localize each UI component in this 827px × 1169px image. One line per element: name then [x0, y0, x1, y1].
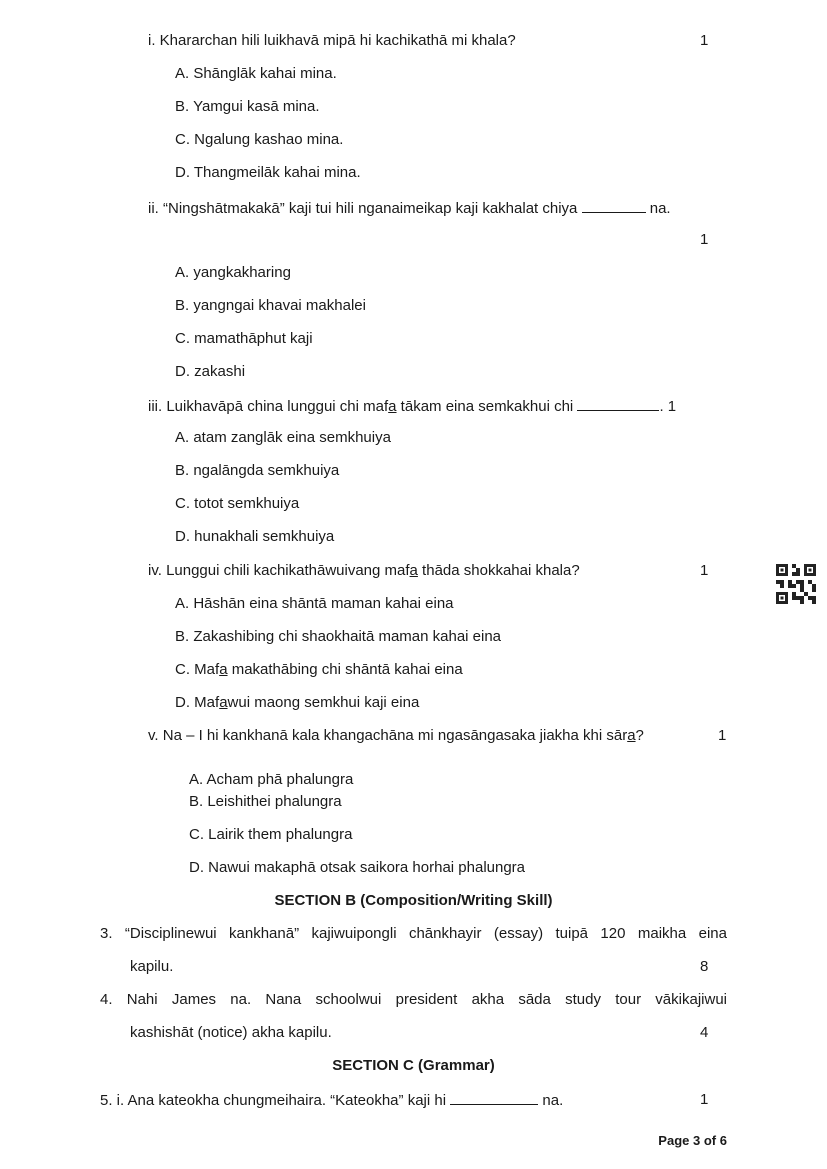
option-d: D. Nawui makaphā otsak saikora horhai phalungra [189, 859, 526, 876]
option-d [175, 693, 419, 713]
option-c: C. Lairik them phalungra [189, 826, 353, 843]
option-text: B. Zakashibing chi shaokhaitā maman kahai eina [175, 628, 502, 645]
underlined-letter: a [409, 562, 418, 579]
section-heading: SECTION B (Composition/Writing Skill) [274, 892, 553, 909]
option-text: D. Maf [175, 694, 220, 711]
question-4-line-2: kashishāt (notice) akha kapilu. [130, 1024, 332, 1041]
question-marks: 4 [700, 1024, 709, 1041]
question-text-cont: tākam eina semkakhui chi [396, 398, 574, 415]
question-text: “Ningshātmakakā” kaji tui hili nganaimeikap kaji kakhalat chiya [163, 200, 578, 217]
question-3-line-1: 3. “Disciplinewui kankhanā” kajiwuipongli chānkhayir (essay) tuipā 120 maikha eina [100, 925, 727, 942]
question-text: Luikhavāpā china lunggui chi maf [166, 398, 389, 415]
question-v [148, 726, 644, 746]
underlined-letter: a [219, 694, 228, 711]
qr-code-icon [776, 564, 816, 604]
option-d: D. zakashi [175, 363, 246, 380]
option-a: A. Acham phā phalungra [189, 771, 354, 788]
question-marks: 1 [700, 562, 709, 579]
question-number: i. [148, 32, 156, 49]
option-b: B. Yamgui kasā mina. [175, 98, 320, 115]
question-text-cont: thāda shokkahai khala? [417, 562, 580, 579]
option-text: A. Hāshān eina shāntā maman kahai eina [175, 595, 454, 612]
option-c: C. mamathāphut kaji [175, 330, 313, 347]
question-marks: 1 [700, 231, 709, 248]
question-marks: 1 [700, 32, 709, 49]
question-number: iii. [148, 398, 163, 415]
page-of: of [703, 1133, 717, 1148]
underlined-letter: a [627, 727, 636, 744]
option-a [175, 594, 454, 614]
option-text-cont: makathābing chi shāntā kahai eina [227, 661, 463, 678]
option-c [175, 660, 463, 680]
question-marks: 1 [718, 727, 727, 744]
answer-blank [582, 198, 646, 213]
option-b: B. yangngai khavai makhalei [175, 297, 366, 314]
answer-blank [577, 396, 659, 411]
question-text-end: na. [542, 1092, 564, 1109]
option-c: C. totot semkhuiya [175, 495, 300, 512]
page-current: 3 [693, 1133, 701, 1148]
question-5-i [100, 1090, 563, 1111]
section-heading: SECTION C (Grammar) [332, 1057, 495, 1074]
question-4-line-1: 4. Nahi James na. Nana schoolwui president akha sāda study tour vākikajiwui [100, 991, 727, 1008]
underlined-letter: a [219, 661, 228, 678]
option-d: D. hunakhali semkhuiya [175, 528, 335, 545]
question-iv [148, 561, 580, 581]
question-number: ii. [148, 200, 159, 217]
option-a: A. atam zanglāk eina semkhuiya [175, 429, 391, 446]
option-text-cont: wui maong semkhui kaji eina [227, 694, 420, 711]
question-ii [148, 198, 671, 219]
question-text: 5. i. Ana kateokha chungmeihaira. “Kateokha” kaji hi [100, 1092, 447, 1109]
underlined-letter: a [388, 398, 397, 415]
option-a: A. Shānglāk kahai mina. [175, 65, 337, 82]
question-text: Khararchan hili luikhavā mipā hi kachikathā mi khala? [159, 32, 516, 49]
question-3-line-2: kapilu. [130, 958, 174, 975]
question-text-end: na. [649, 200, 671, 217]
page-label: Page [658, 1133, 690, 1148]
question-text: Na – I hi kankhanā kala khangachāna mi ngasāngasaka jiakha khi sār [162, 727, 628, 744]
option-c: C. Ngalung kashao mina. [175, 131, 344, 148]
question-number: iv. [148, 562, 162, 579]
question-text: Lunggui chili kachikathāwuivang maf [166, 562, 410, 579]
question-marks: 1 [700, 1091, 709, 1108]
option-text: C. Maf [175, 661, 220, 678]
answer-blank [450, 1090, 538, 1105]
question-text-end: . 1 [659, 398, 677, 415]
option-a: A. yangkakharing [175, 264, 291, 281]
question-text-cont: ? [635, 727, 644, 744]
option-d: D. Thangmeilāk kahai mina. [175, 164, 361, 181]
option-b: B. ngalāngda semkhuiya [175, 462, 340, 479]
question-iii [148, 396, 676, 417]
option-b: B. Leishithei phalungra [189, 793, 342, 810]
page-number [658, 1133, 727, 1148]
question-marks: 8 [700, 958, 709, 975]
question-number: v. [148, 727, 159, 744]
page-total: 6 [719, 1133, 727, 1148]
option-b [175, 627, 501, 647]
question-i [148, 31, 516, 51]
